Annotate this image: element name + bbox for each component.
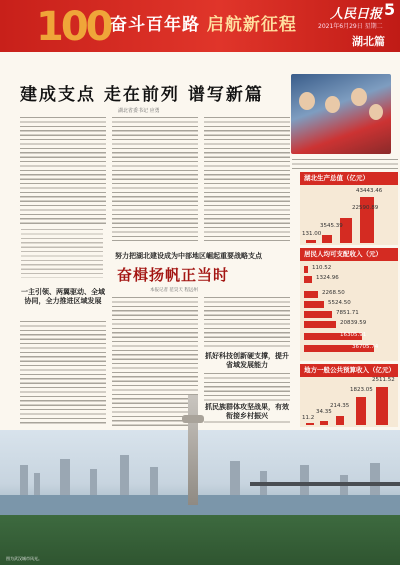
income-bar-2 <box>304 276 312 283</box>
centenary-number: 100 <box>36 4 111 50</box>
article2-byline: 本报记者 范昊天 程远州 <box>150 288 198 293</box>
article2-text-col1 <box>112 296 198 426</box>
gdp-chart <box>300 185 398 245</box>
slogan-part1: 奋斗百年路 <box>110 15 200 35</box>
income-value-5: 7851.71 <box>336 310 359 316</box>
slogan-part2: 启航新征程 <box>206 15 297 35</box>
income-value-6: 20839.59 <box>340 320 367 326</box>
income-value-7: 16305.91 <box>340 332 367 338</box>
sidebar-text <box>292 158 398 170</box>
income-bar-4 <box>304 301 324 308</box>
gdp-bar-3 <box>340 218 352 243</box>
revenue-chart <box>300 377 398 427</box>
income-value-4: 5524.50 <box>328 300 351 306</box>
article1-headline: 建成支点 走在前列 谱写新篇 <box>20 85 264 105</box>
revenue-value-2: 34.35 <box>316 409 332 415</box>
article2-text-col2a <box>204 296 290 350</box>
revenue-bar-2 <box>320 421 328 425</box>
article2-kicker: 努力把湖北建设成为中部地区崛起重要战略支点 <box>115 252 262 260</box>
revenue-value-5: 2511.52 <box>372 377 395 383</box>
masthead-banner <box>0 0 400 52</box>
gdp-bar-4 <box>360 197 374 243</box>
revenue-value-1: 11.2 <box>302 415 315 421</box>
revenue-bar-5 <box>376 387 388 425</box>
tv-tower <box>188 395 198 505</box>
article2-headline: 奋楫扬帆正当时 <box>117 266 230 284</box>
income-bar-3 <box>304 291 318 298</box>
students-photo <box>291 74 391 154</box>
income-value-1: 110.52 <box>312 265 332 271</box>
article1-text-col2 <box>112 116 198 241</box>
article2-subheading1: 抓好科技创新硬支撑，提升省域发展能力 <box>205 352 289 369</box>
income-value-3: 2268.50 <box>322 290 345 296</box>
gdp-value-4: 43443.46 <box>356 188 383 194</box>
income-chart <box>300 261 398 361</box>
river <box>0 495 400 515</box>
article1-text-col1 <box>20 116 106 224</box>
income-bar-6 <box>304 321 336 328</box>
gdp-value-2: 3545.39 <box>320 223 343 229</box>
article1-text-col3 <box>204 116 290 241</box>
revenue-chart-title: 地方一般公共预算收入（亿元） <box>300 364 398 377</box>
income-chart-title: 居民人均可支配收入（元） <box>300 248 398 261</box>
gdp-chart-title: 湖北生产总值（亿元） <box>300 172 398 185</box>
article2-subheading2: 抓民族群体攻坚战果，有效衔接乡村振兴 <box>205 403 289 420</box>
masthead-slogan <box>110 10 297 35</box>
gdp-bar-1 <box>306 240 316 243</box>
photo-caption: 图为武汉城市风光。 <box>6 556 42 561</box>
revenue-bar-3 <box>336 416 344 425</box>
income-value-8: 36705.74 <box>352 344 379 350</box>
revenue-value-3: 214.35 <box>330 403 350 409</box>
article1-text-col1b <box>20 320 106 425</box>
pull-quote <box>21 228 103 278</box>
income-value-2: 1324.96 <box>316 275 339 281</box>
issue-date: 2021年6月29日 星期二 <box>318 23 383 30</box>
article1-subheading: 一主引领、两翼驱动、全域协同，全力推进区域发展 <box>21 288 105 305</box>
page-number: 5 <box>384 0 396 19</box>
region-label: 湖北篇 <box>352 35 385 48</box>
greenery <box>0 515 400 565</box>
revenue-value-4: 1823.05 <box>350 387 373 393</box>
gdp-bar-2 <box>322 235 332 243</box>
bridge <box>250 482 400 486</box>
gdp-value-3: 22590.89 <box>352 205 379 211</box>
income-bar-1 <box>304 266 308 273</box>
newspaper-brand: 人民日报 <box>330 7 383 22</box>
revenue-bar-4 <box>356 397 366 425</box>
revenue-bar-1 <box>306 423 314 425</box>
article1-byline: 湖北省委书记 应勇 <box>118 108 160 114</box>
gdp-value-1: 131.00 <box>302 231 322 237</box>
income-bar-5 <box>304 311 332 318</box>
